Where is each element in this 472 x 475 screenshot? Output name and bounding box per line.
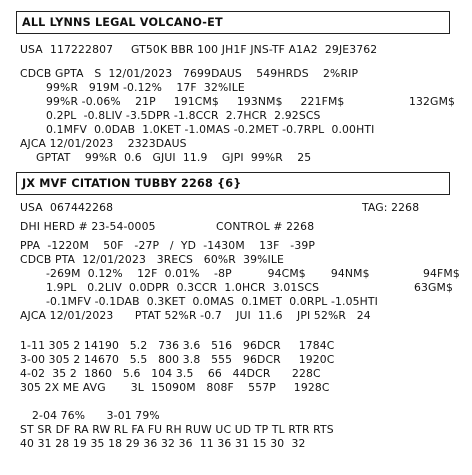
lactation-text: 1-11 305 2 14190 5.2 736 3.6 516 96DCR 1784C: [20, 339, 335, 352]
herd-line: [0, 222, 472, 236]
ajca-text-2: AJCA 12/01/2023 PTAT 52%R -0.7 JUI 11.6 JPI 52%R 24: [20, 309, 371, 322]
dhi-herd: DHI HERD # 23-54-0005: [20, 220, 156, 233]
fm-value-2: 94FM$: [423, 267, 460, 280]
traits-values: 40 31 28 19 35 18 29 36 32 36 11 36 31 15 30 32: [20, 437, 306, 450]
cdcb-pta-text: CDCB PTA 12/01/2023 3RECS 60%R 39%ILE: [20, 253, 284, 266]
id-line-1: [0, 45, 472, 59]
control-number: CONTROL # 2268: [216, 220, 315, 233]
animal-header-1: [16, 11, 450, 34]
traits-header: ST SR DF RA RW RL FA FU RH RUW UC UD TP TL RTR RTS: [20, 423, 334, 436]
production-text-1: 99%R 919M -0.12% 17F 32%ILE: [46, 81, 245, 94]
classification-text: 2-04 76% 3-01 79%: [32, 409, 160, 422]
id-text-1: USA 117222807 GT50K BBR 100 JH1F JNS-TF A1A2 29JE3762: [20, 43, 378, 56]
pta-values-text-2: 1.9PL 0.2LIV 0.0DPR 0.3CCR 1.0HCR 3.01SCS: [46, 281, 320, 294]
id-line-2: [0, 203, 472, 217]
cdcb-gpta-text: CDCB GPTA S 12/01/2023 7699DAUS 549HRDS 2%RIP: [20, 67, 359, 80]
animal-header-2: [16, 172, 450, 195]
tag-number: TAG: 2268: [362, 201, 420, 214]
traits-values-line: [0, 439, 472, 453]
lactation-average-text: 305 2X ME AVG 3L 15090M 808F 557P 1928C: [20, 381, 330, 394]
gptat-text: GPTAT 99%R 0.6 GJUI 11.9 GJPI 99%R 25: [36, 151, 312, 164]
gm-value-2: 63GM$: [414, 281, 454, 294]
gptat-line: [0, 153, 472, 167]
lactation-average-row: [0, 383, 472, 397]
lactation-text: 4-02 35 2 1860 5.6 104 3.5 66 44DCR 228C: [20, 367, 321, 380]
pta-values-text-3: -0.1MFV -0.1DAB 0.3KET 0.0MAS 0.1MET 0.0RPL -1.05HTI: [46, 295, 379, 308]
index-text-1: 99%R -0.06% 21P 191CM$ 193NM$ 221FM$: [46, 95, 345, 108]
animal-name-2: JX MVF CITATION TUBBY 2268 {6}: [22, 176, 242, 190]
gm-value-1: 132GM$: [409, 95, 456, 108]
pta-values-text-1: -269M 0.12% 12F 0.01% -8P 94CM$ 94NM$: [46, 267, 370, 280]
usa-id-2: USA 067442268: [20, 201, 114, 214]
health-text-2: 0.1MFV 0.0DAB 1.0KET -1.0MAS -0.2MET -0.7RPL 0.00HTI: [46, 123, 375, 136]
animal-name-1: ALL LYNNS LEGAL VOLCANO-ET: [22, 15, 223, 29]
health-text-1: 0.2PL -0.8LIV -3.5DPR -1.8CCR 2.7HCR 2.92SCS: [46, 109, 321, 122]
ajca-line-2: [0, 311, 472, 325]
ppa-text: PPA -1220M 50F -27P / YD -1430M 13F -39P: [20, 239, 316, 252]
ajca-text-1: AJCA 12/01/2023 2323DAUS: [20, 137, 187, 150]
lactation-text: 3-00 305 2 14670 5.5 800 3.8 555 96DCR 1920C: [20, 353, 335, 366]
